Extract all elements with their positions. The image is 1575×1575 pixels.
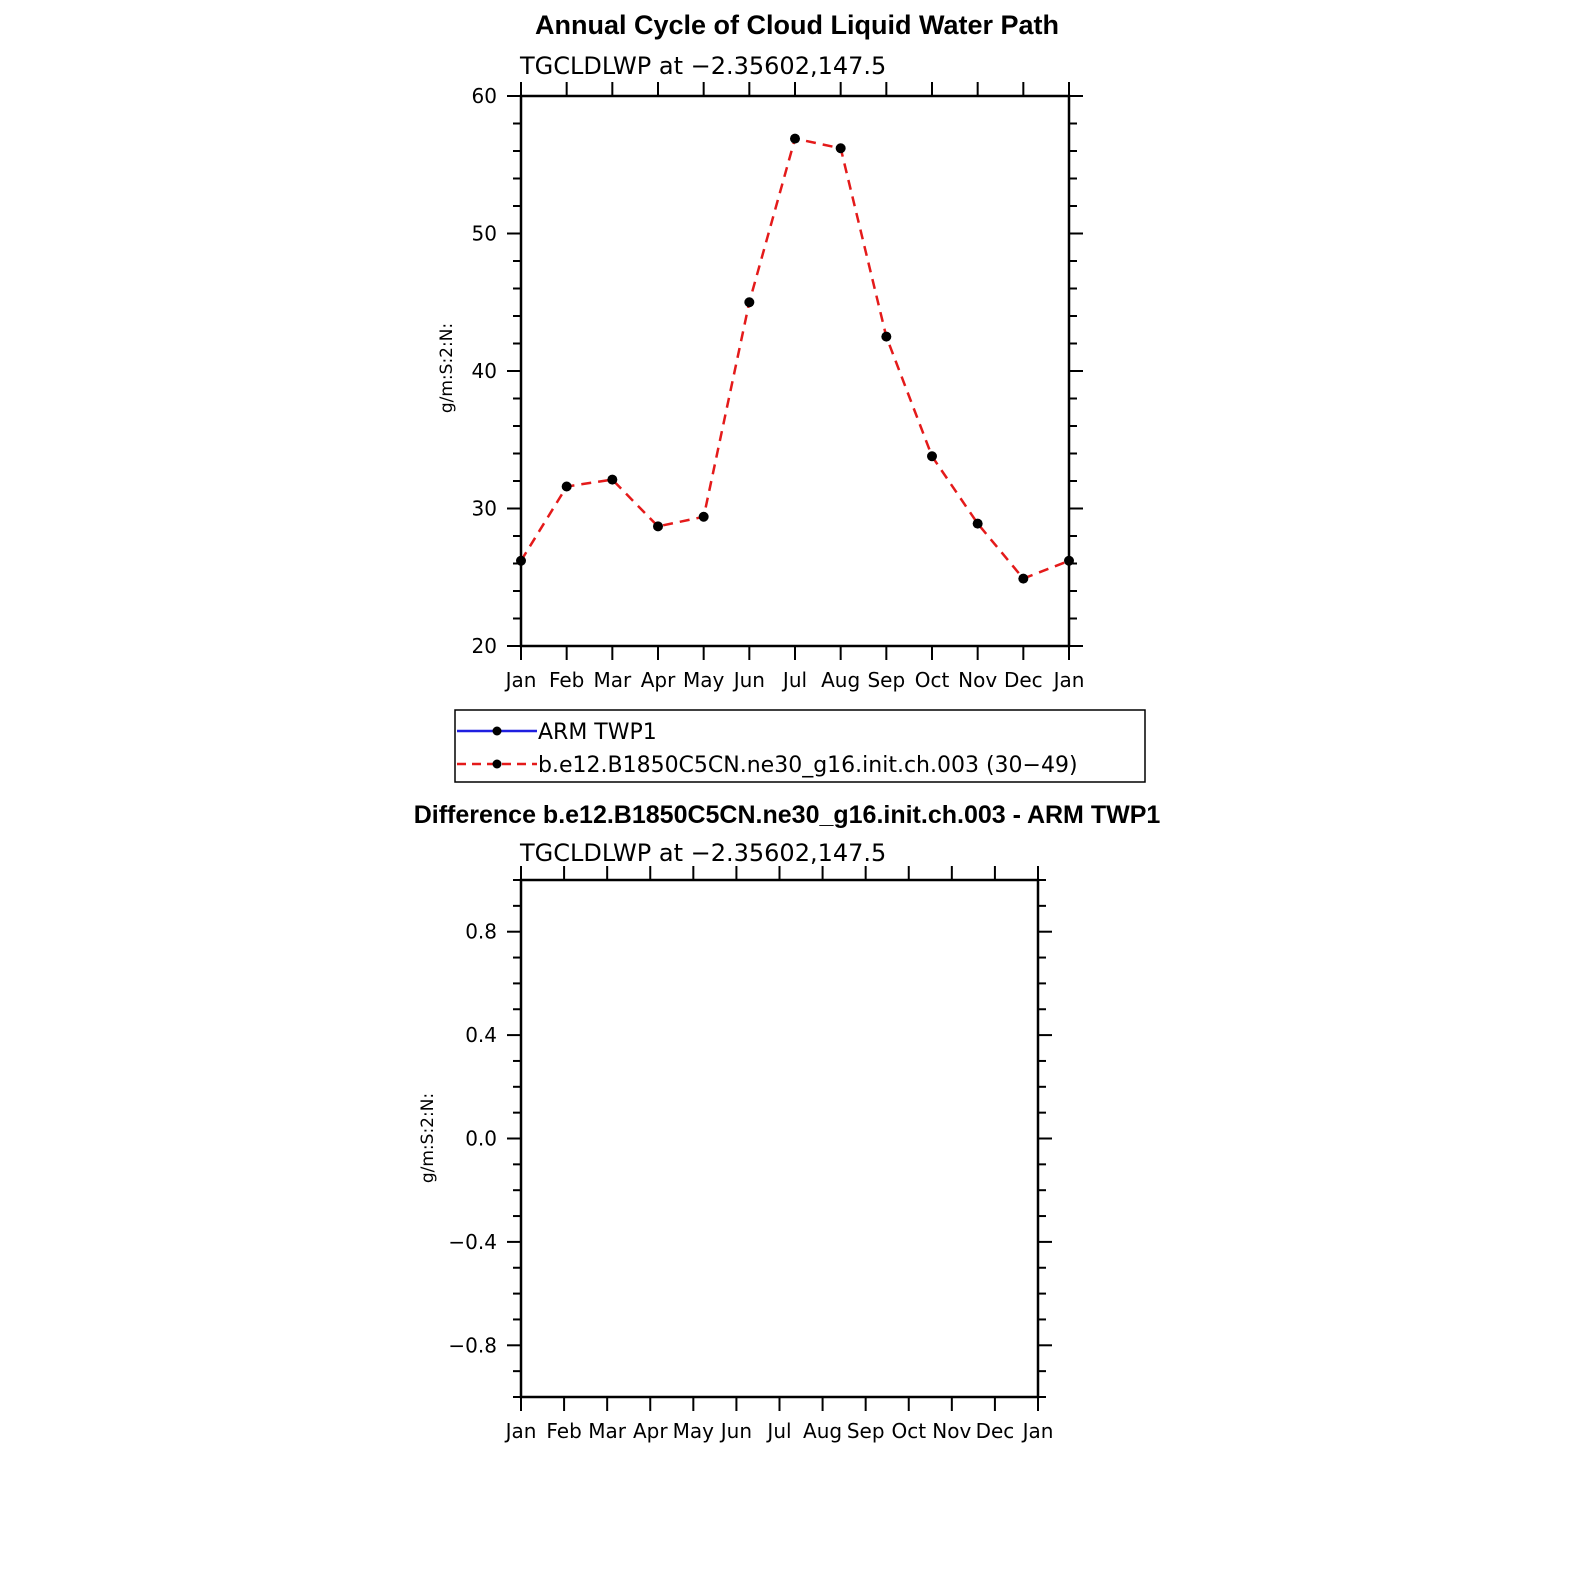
x-tick-label: Jun — [720, 1419, 753, 1443]
data-point — [653, 521, 663, 531]
chart-title: Annual Cycle of Cloud Liquid Water Path — [534, 10, 1060, 40]
x-tick-label: Mar — [588, 1419, 627, 1443]
data-point — [607, 475, 617, 485]
x-tick-label: Oct — [914, 668, 950, 692]
x-tick-label: Jul — [767, 1419, 792, 1443]
x-tick-label: Apr — [640, 668, 676, 692]
x-tick-label: Dec — [975, 1419, 1015, 1443]
difference-chart — [414, 801, 1161, 1443]
x-tick-label: Nov — [932, 1419, 972, 1443]
x-tick-label: May — [682, 668, 725, 692]
y-tick-label: −0.4 — [448, 1229, 497, 1254]
data-point — [836, 143, 846, 153]
y-tick-label: 40 — [471, 359, 497, 383]
annual-cycle-chart — [437, 10, 1084, 692]
y-tick-labels — [472, 84, 497, 658]
series-line-1 — [521, 139, 1069, 579]
y-tick-labels — [448, 920, 497, 1358]
legend-label: b.e12.B1850C5CN.ne30_g16.init.ch.003 (30−49) — [538, 753, 1078, 778]
y-tick-label: 60 — [471, 84, 497, 108]
chart-title: Difference b.e12.B1850C5CN.ne30_g16.init.ch.003 - ARM TWP1 — [413, 801, 1161, 829]
x-tick-label: Dec — [1003, 668, 1043, 692]
axis-ticks — [507, 866, 1052, 1411]
x-tick-label: Jan — [1053, 668, 1085, 692]
x-tick-labels — [504, 668, 1085, 692]
x-tick-label: Aug — [821, 668, 861, 692]
x-tick-label: Feb — [548, 668, 585, 692]
series-layer — [516, 134, 1074, 584]
legend-marker-icon — [493, 727, 502, 736]
x-tick-labels — [504, 1419, 1054, 1443]
y-tick-label: −0.8 — [448, 1333, 497, 1358]
data-point — [790, 134, 800, 144]
data-point — [699, 512, 709, 522]
chart-subtitle: TGCLDLWP at −2.35602,147.5 — [520, 839, 887, 867]
data-point — [744, 297, 754, 307]
x-tick-label: Jan — [505, 1419, 537, 1443]
chart-subtitle: TGCLDLWP at −2.35602,147.5 — [520, 52, 887, 80]
x-tick-label: Mar — [593, 668, 632, 692]
data-point — [516, 556, 526, 566]
axis-ticks — [507, 82, 1083, 660]
x-tick-label: Sep — [846, 1419, 885, 1443]
x-tick-label: Aug — [803, 1419, 843, 1443]
x-tick-label: May — [672, 1419, 715, 1443]
x-tick-label: Oct — [891, 1419, 927, 1443]
y-axis-label: g/m:S:2:N: — [418, 1092, 438, 1184]
x-tick-label: Jul — [782, 668, 808, 692]
x-tick-label: Nov — [958, 668, 998, 692]
y-tick-label: 50 — [471, 221, 497, 246]
plot-frame — [521, 880, 1038, 1397]
y-axis-label: g/m:S:2:N: — [437, 322, 457, 414]
y-tick-label: 20 — [471, 634, 497, 658]
data-point — [927, 451, 937, 461]
x-tick-label: Jan — [1022, 1419, 1054, 1443]
y-tick-label: 0.0 — [465, 1126, 497, 1151]
y-tick-label: 0.8 — [465, 919, 497, 944]
data-point — [1064, 556, 1074, 566]
legend-entry-model — [457, 753, 1078, 778]
legend-label: ARM TWP1 — [538, 720, 657, 745]
legend-marker-icon — [493, 760, 502, 769]
x-tick-label: Feb — [546, 1419, 582, 1443]
x-tick-label: Jun — [733, 668, 765, 692]
plot-frame — [521, 96, 1069, 646]
y-tick-label: 30 — [471, 496, 497, 521]
x-tick-label: Apr — [632, 1419, 668, 1443]
x-tick-label: Sep — [867, 668, 906, 692]
y-tick-label: 0.4 — [465, 1023, 497, 1048]
data-point — [881, 332, 891, 342]
x-tick-label: Jan — [505, 668, 537, 692]
data-point — [562, 482, 572, 492]
data-point — [973, 519, 983, 529]
data-point — [1018, 574, 1028, 584]
legend — [455, 710, 1145, 782]
